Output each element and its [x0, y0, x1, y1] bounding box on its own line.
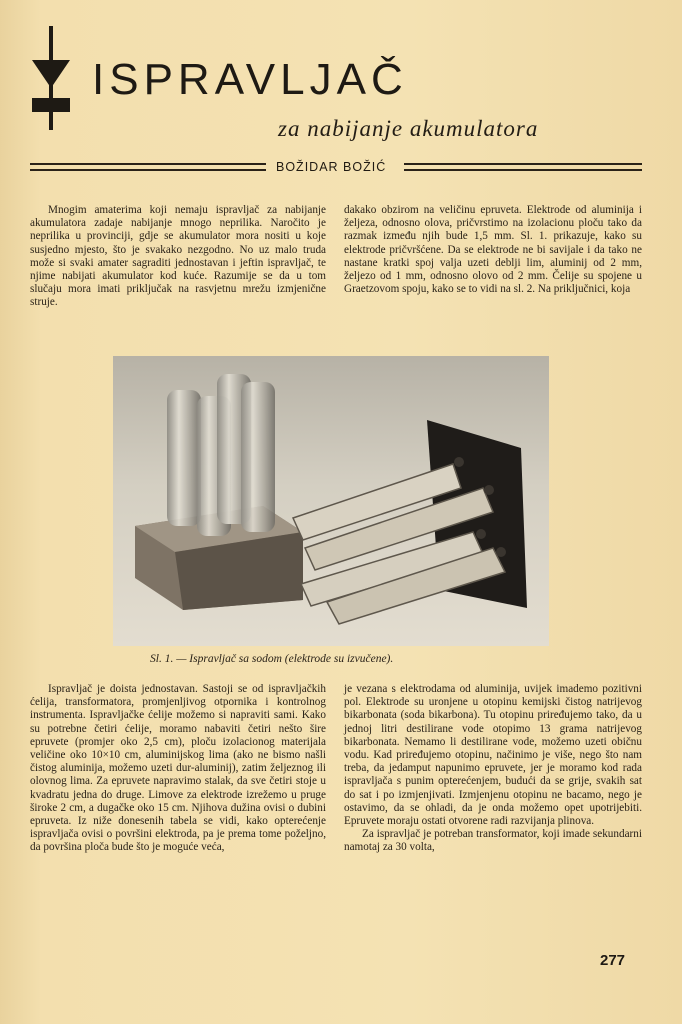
body-paragraph-continued: je vezana s elektrodama od aluminija, uvijek imademo pozitivni pol. Elektrode su uronjene u otopinu kemijski čistog natrijevog bikarbonata (soda bikarbona). Tu otopinu priređujemo tako, da u jednoj litri destilirane vode otopimo 13 grama natrijevog bikarbonata. Nemamo li destilirane vode, možemo uzeti običnu vodu. Kad priređujemo otopinu, načinimo je više, nego što nam treba, da jedamput napunimo epruvete, jer je moramo kod rada ispravljača s punim opterećenjem, budući da se grije, svakih sat do sat i po izmjenjivati. Izmjenjenu otopinu ne bacamo, nego je ostavimo, da se ohladi, da je onda možemo opet upotrijebiti. Epruvete moraju ostati otvorene radi razvijanja plinova. [344, 683, 642, 828]
body-column-right [344, 683, 642, 855]
page-number: 277 [600, 952, 626, 969]
rectifier-photo-image [113, 356, 549, 646]
article-subtitle: za nabijanje akumulatora [278, 116, 539, 141]
article-title: ISPRAVLJAČ [92, 55, 408, 104]
body-column-left [30, 683, 326, 855]
rectifier-symbol-icon [30, 26, 72, 130]
author-name: BOŽIDAR BOŽIĆ [276, 160, 387, 174]
body-paragraph: Ispravljač je doista jednostavan. Sastoji se od ispravljačkih ćelija, transformatora, promjenljivog otpornika i kontrolnog instrumenta. Ispravljačke ćelije možemo si napraviti sami. Kako su potrebne četiri ćelije, moramo nabaviti četiri nešto šire epruvete (promjer oko 2,5 cm), ploču izolacionog materijala veličine oko 10×10 cm, aluminijskog lima (ako ne bismo našli čistog aluminija, možemo uzeti dur-aluminij), zatim željeznog ili olovnog lima. Za epruvete napravimo stalak, da sve četiri stoje u kvadratu jedna do druge. Limove za elektrode izrežemo u pruge široke 2 cm, a dugačke oko 15 cm. Njihova dužina ovisi o dubini epruveta. Iz niže donesenih tabela se vidi, kako opterećenje ispravljača ovisi o površini elektroda, pa je prema tome poželjno, da površina ploča bude što je moguće veća, [30, 683, 326, 854]
figure-photo [113, 356, 549, 646]
body-paragraph: Za ispravljač je potreban transformator, koji imade sekundarni namotaj za 30 volta, [344, 828, 642, 854]
intro-column-left [30, 204, 326, 310]
byline-rule-right [404, 163, 642, 171]
byline [30, 160, 642, 176]
figure-caption: Sl. 1. — Ispravljač sa sodom (elektrode su izvučene). [150, 653, 394, 665]
intro-paragraph: Mnogim amaterima koji nemaju ispravljač za nabijanje akumulatora zadaje nabijanje mnogo neprilika. Naročito je neprilika u provinciji, gdje se akumulator mora nositi u koje susjedno mjesto, što je svakako nezgodno. No uz malo truda može si svaki amater sagraditi jednostavan i jeftin ispravljač, te njime nabijati akumulator kod kuće. Razumije se da u tom slučaju mora imati priključak na rasvjetnu mrežu izmjenične struje. [30, 204, 326, 309]
intro-paragraph-continued: dakako obzirom na veličinu epruveta. Elektrode od aluminija i željeza, odnosno olova, pričvrstimo na izolacionu ploču tako da razmak između njih bude 1,5 mm. Sl. 1. prikazuje, kako su elektrode pričvršćene. Da se elektrode ne bi savijale i da tako ne nastane kratki spoj valja uzeti deblji lim, aluminij od 2 mm, željezo od 1 mm, odnosno olovo od 2 mm. Čelije su spojene u Graetzovom spoju, kako se to vidi na sl. 2. Na priključnici, koja [344, 204, 642, 296]
byline-rule-left [30, 163, 266, 171]
intro-column-right [344, 204, 642, 296]
